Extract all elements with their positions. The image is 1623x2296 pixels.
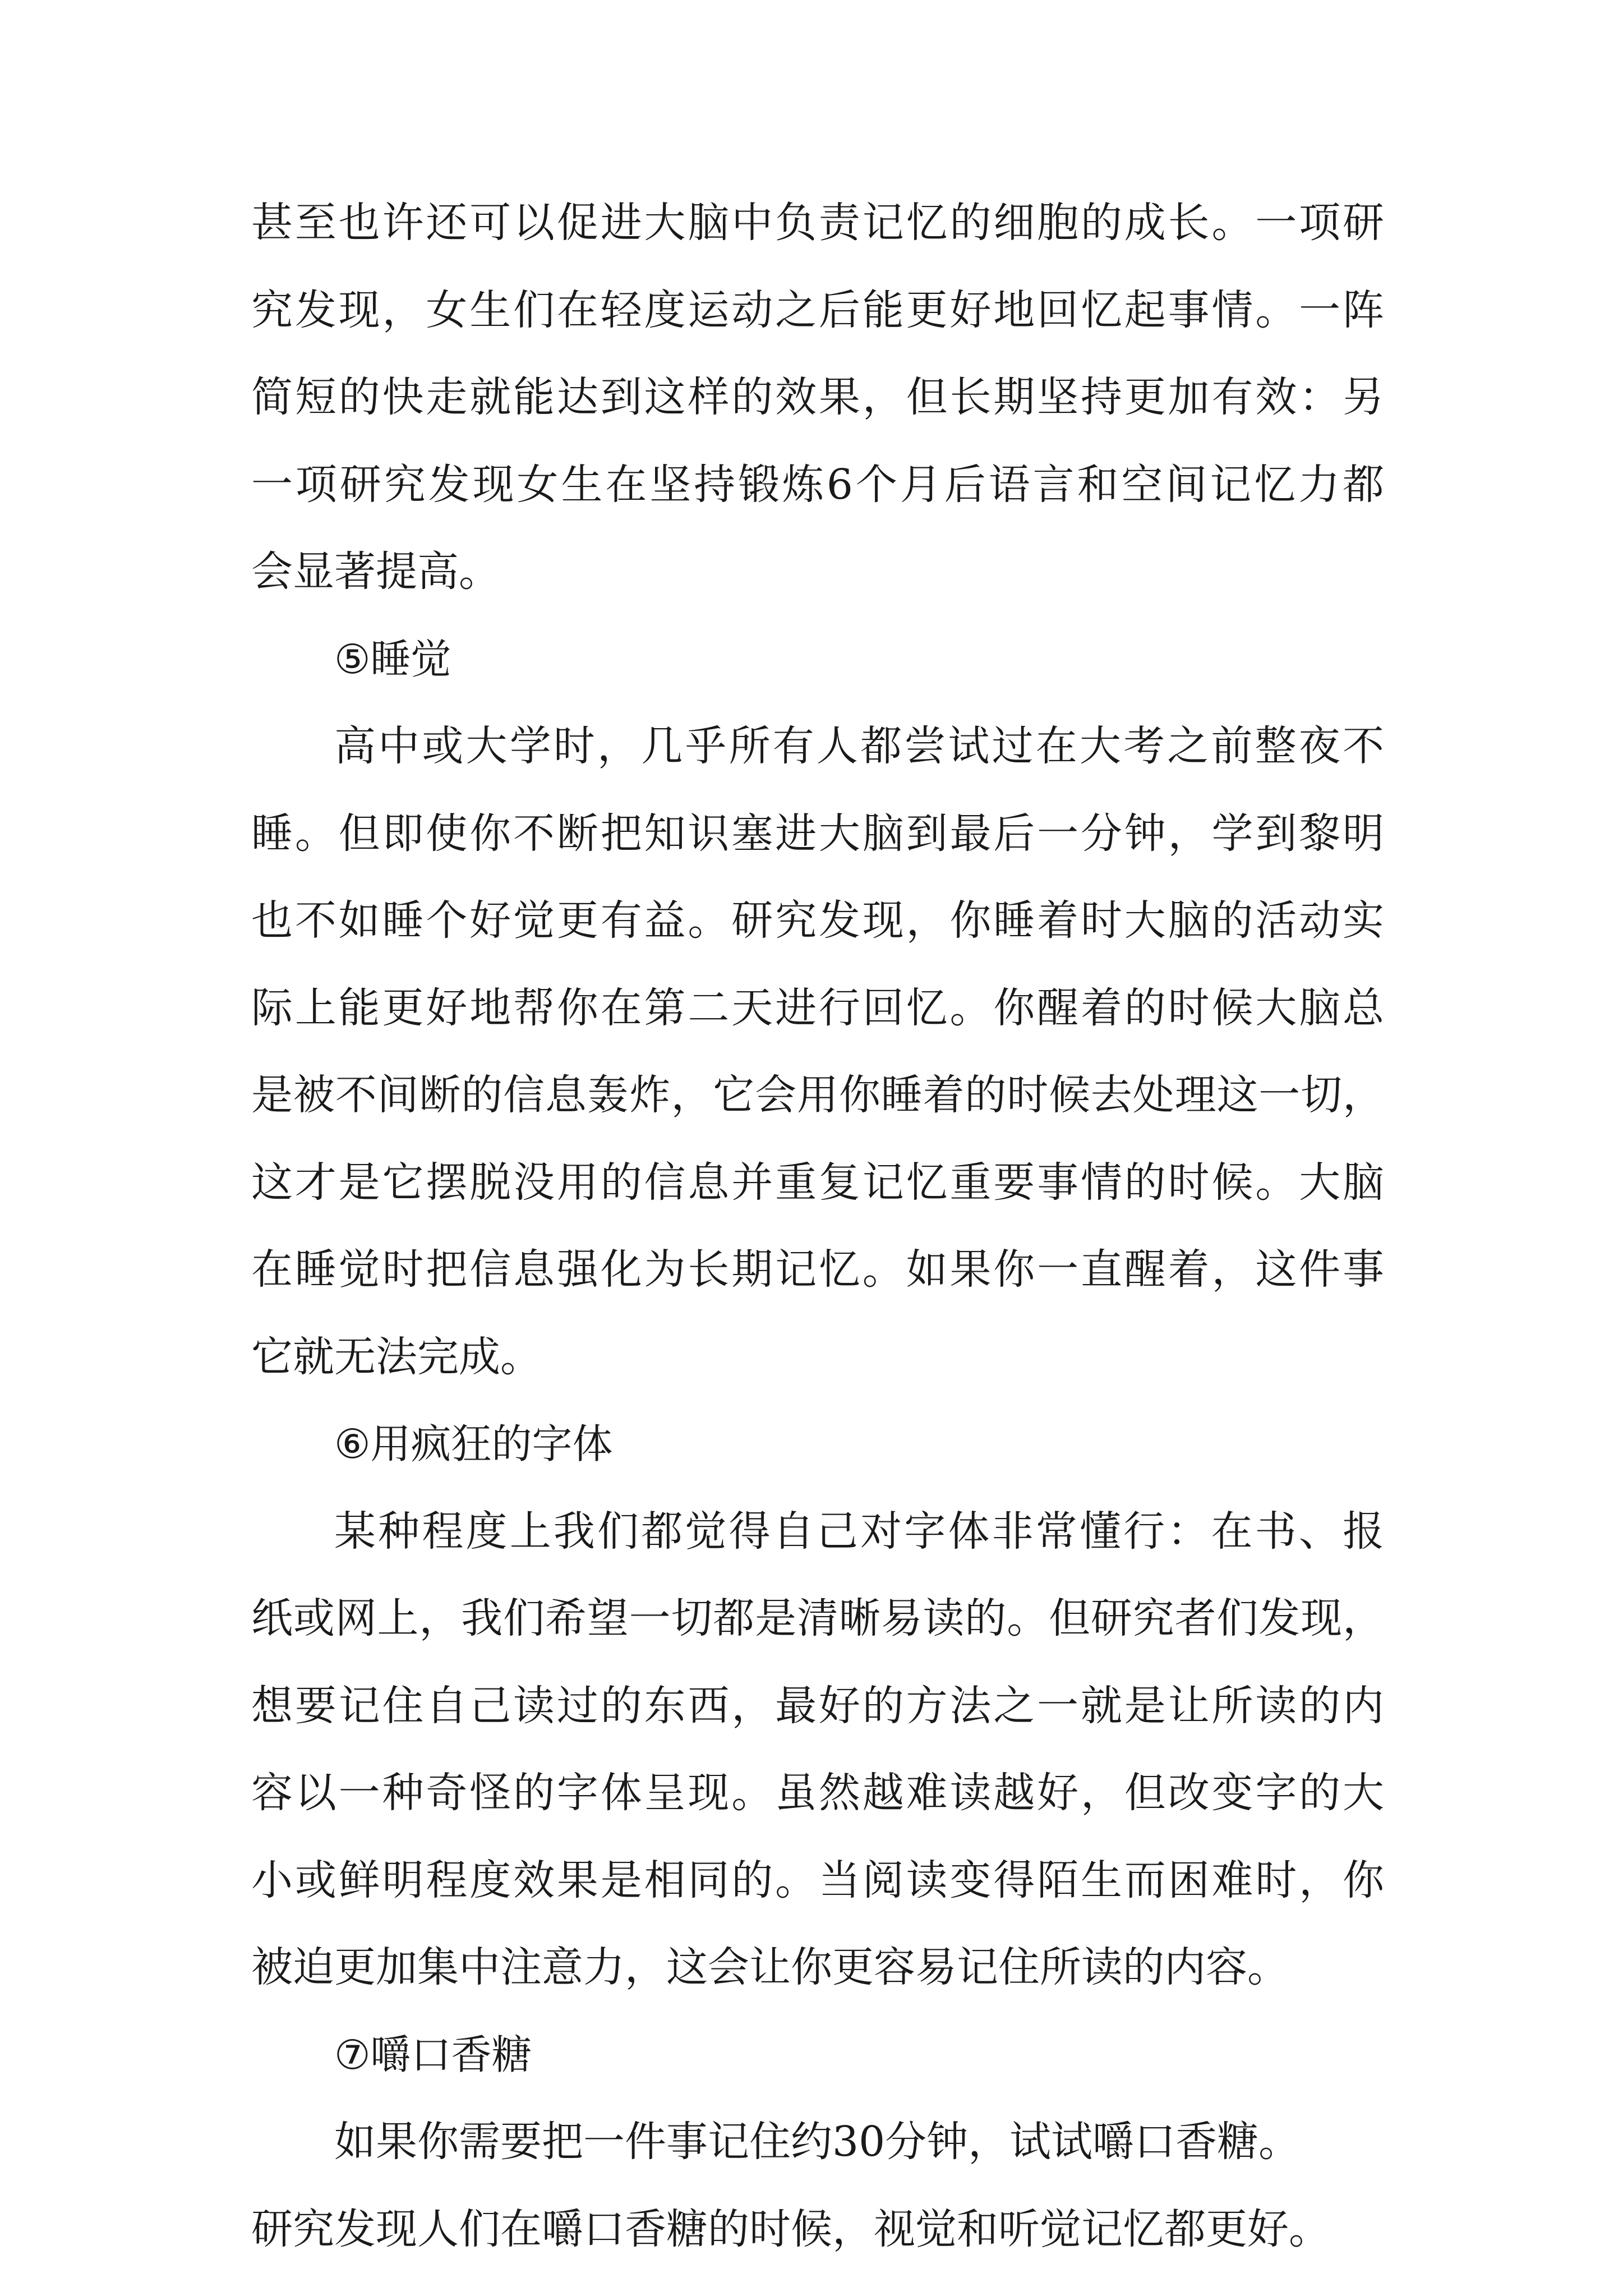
paragraph-line: 研究发现人们在嚼口香糖的时候，视觉和听觉记忆都更好。 xyxy=(251,2205,1330,2253)
paragraph-line: 睡。但即使你不断把知识塞进大脑到最后一分钟，学到黎明 xyxy=(251,809,1384,858)
paragraph-line: 容以一种奇怪的字体呈现。虽然越难读越好，但改变字的大 xyxy=(251,1769,1384,1817)
paragraph-line: 简短的快走就能达到这样的效果，但长期坚持更加有效：另 xyxy=(251,373,1384,421)
paragraph-line: 某种程度上我们都觉得自己对字体非常懂行：在书、报 xyxy=(334,1507,1384,1556)
paragraph-line: 一项研究发现女生在坚持锻炼6个月后语言和空间记忆力都 xyxy=(251,460,1384,509)
paragraph-line: 际上能更好地帮你在第二天进行回忆。你醒着的时候大脑总 xyxy=(251,983,1384,1032)
paragraph-line: 会显著提高。 xyxy=(251,547,500,596)
body-text xyxy=(251,180,1384,2273)
paragraph-line: 究发现，女生们在轻度运动之后能更好地回忆起事情。一阵 xyxy=(251,286,1384,334)
section-heading-chewing-gum: ⑦嚼口香糖 xyxy=(334,2031,532,2078)
paragraph-line: 被迫更加集中注意力，这会让你更容易记住所读的内容。 xyxy=(251,1943,1289,1991)
paragraph-line: 小或鲜明程度效果是相同的。当阅读变得陌生而困难时，你 xyxy=(251,1856,1384,1904)
paragraph-line: 甚至也许还可以促进大脑中负责记忆的细胞的成长。一项研 xyxy=(251,199,1384,247)
paragraph-line: 在睡觉时把信息强化为长期记忆。如果你一直醒着，这件事 xyxy=(251,1245,1384,1294)
paragraph-line: 如果你需要把一件事记住约30分钟，试试嚼口香糖。 xyxy=(334,2118,1301,2166)
paragraph-line: 想要记住自己读过的东西，最好的方法之一就是让所读的内 xyxy=(251,1681,1384,1730)
section-heading-sleep: ⑤睡觉 xyxy=(334,635,451,683)
section-heading-crazy-font: ⑥用疯狂的字体 xyxy=(334,1420,613,1467)
paragraph-line: 纸或网上，我们希望一切都是清晰易读的。但研究者们发现， xyxy=(251,1594,1384,1642)
paragraph-line: 也不如睡个好觉更有益。研究发现，你睡着时大脑的活动实 xyxy=(251,896,1384,945)
paragraph-line: 是被不间断的信息轰炸，它会用你睡着的时候去处理这一切， xyxy=(251,1071,1384,1119)
paragraph-line: 高中或大学时，几乎所有人都尝试过在大考之前整夜不 xyxy=(334,722,1384,770)
paragraph-line: 它就无法完成。 xyxy=(251,1332,542,1381)
paragraph-line: 这才是它摆脱没用的信息并重复记忆重要事情的时候。大脑 xyxy=(251,1158,1384,1207)
